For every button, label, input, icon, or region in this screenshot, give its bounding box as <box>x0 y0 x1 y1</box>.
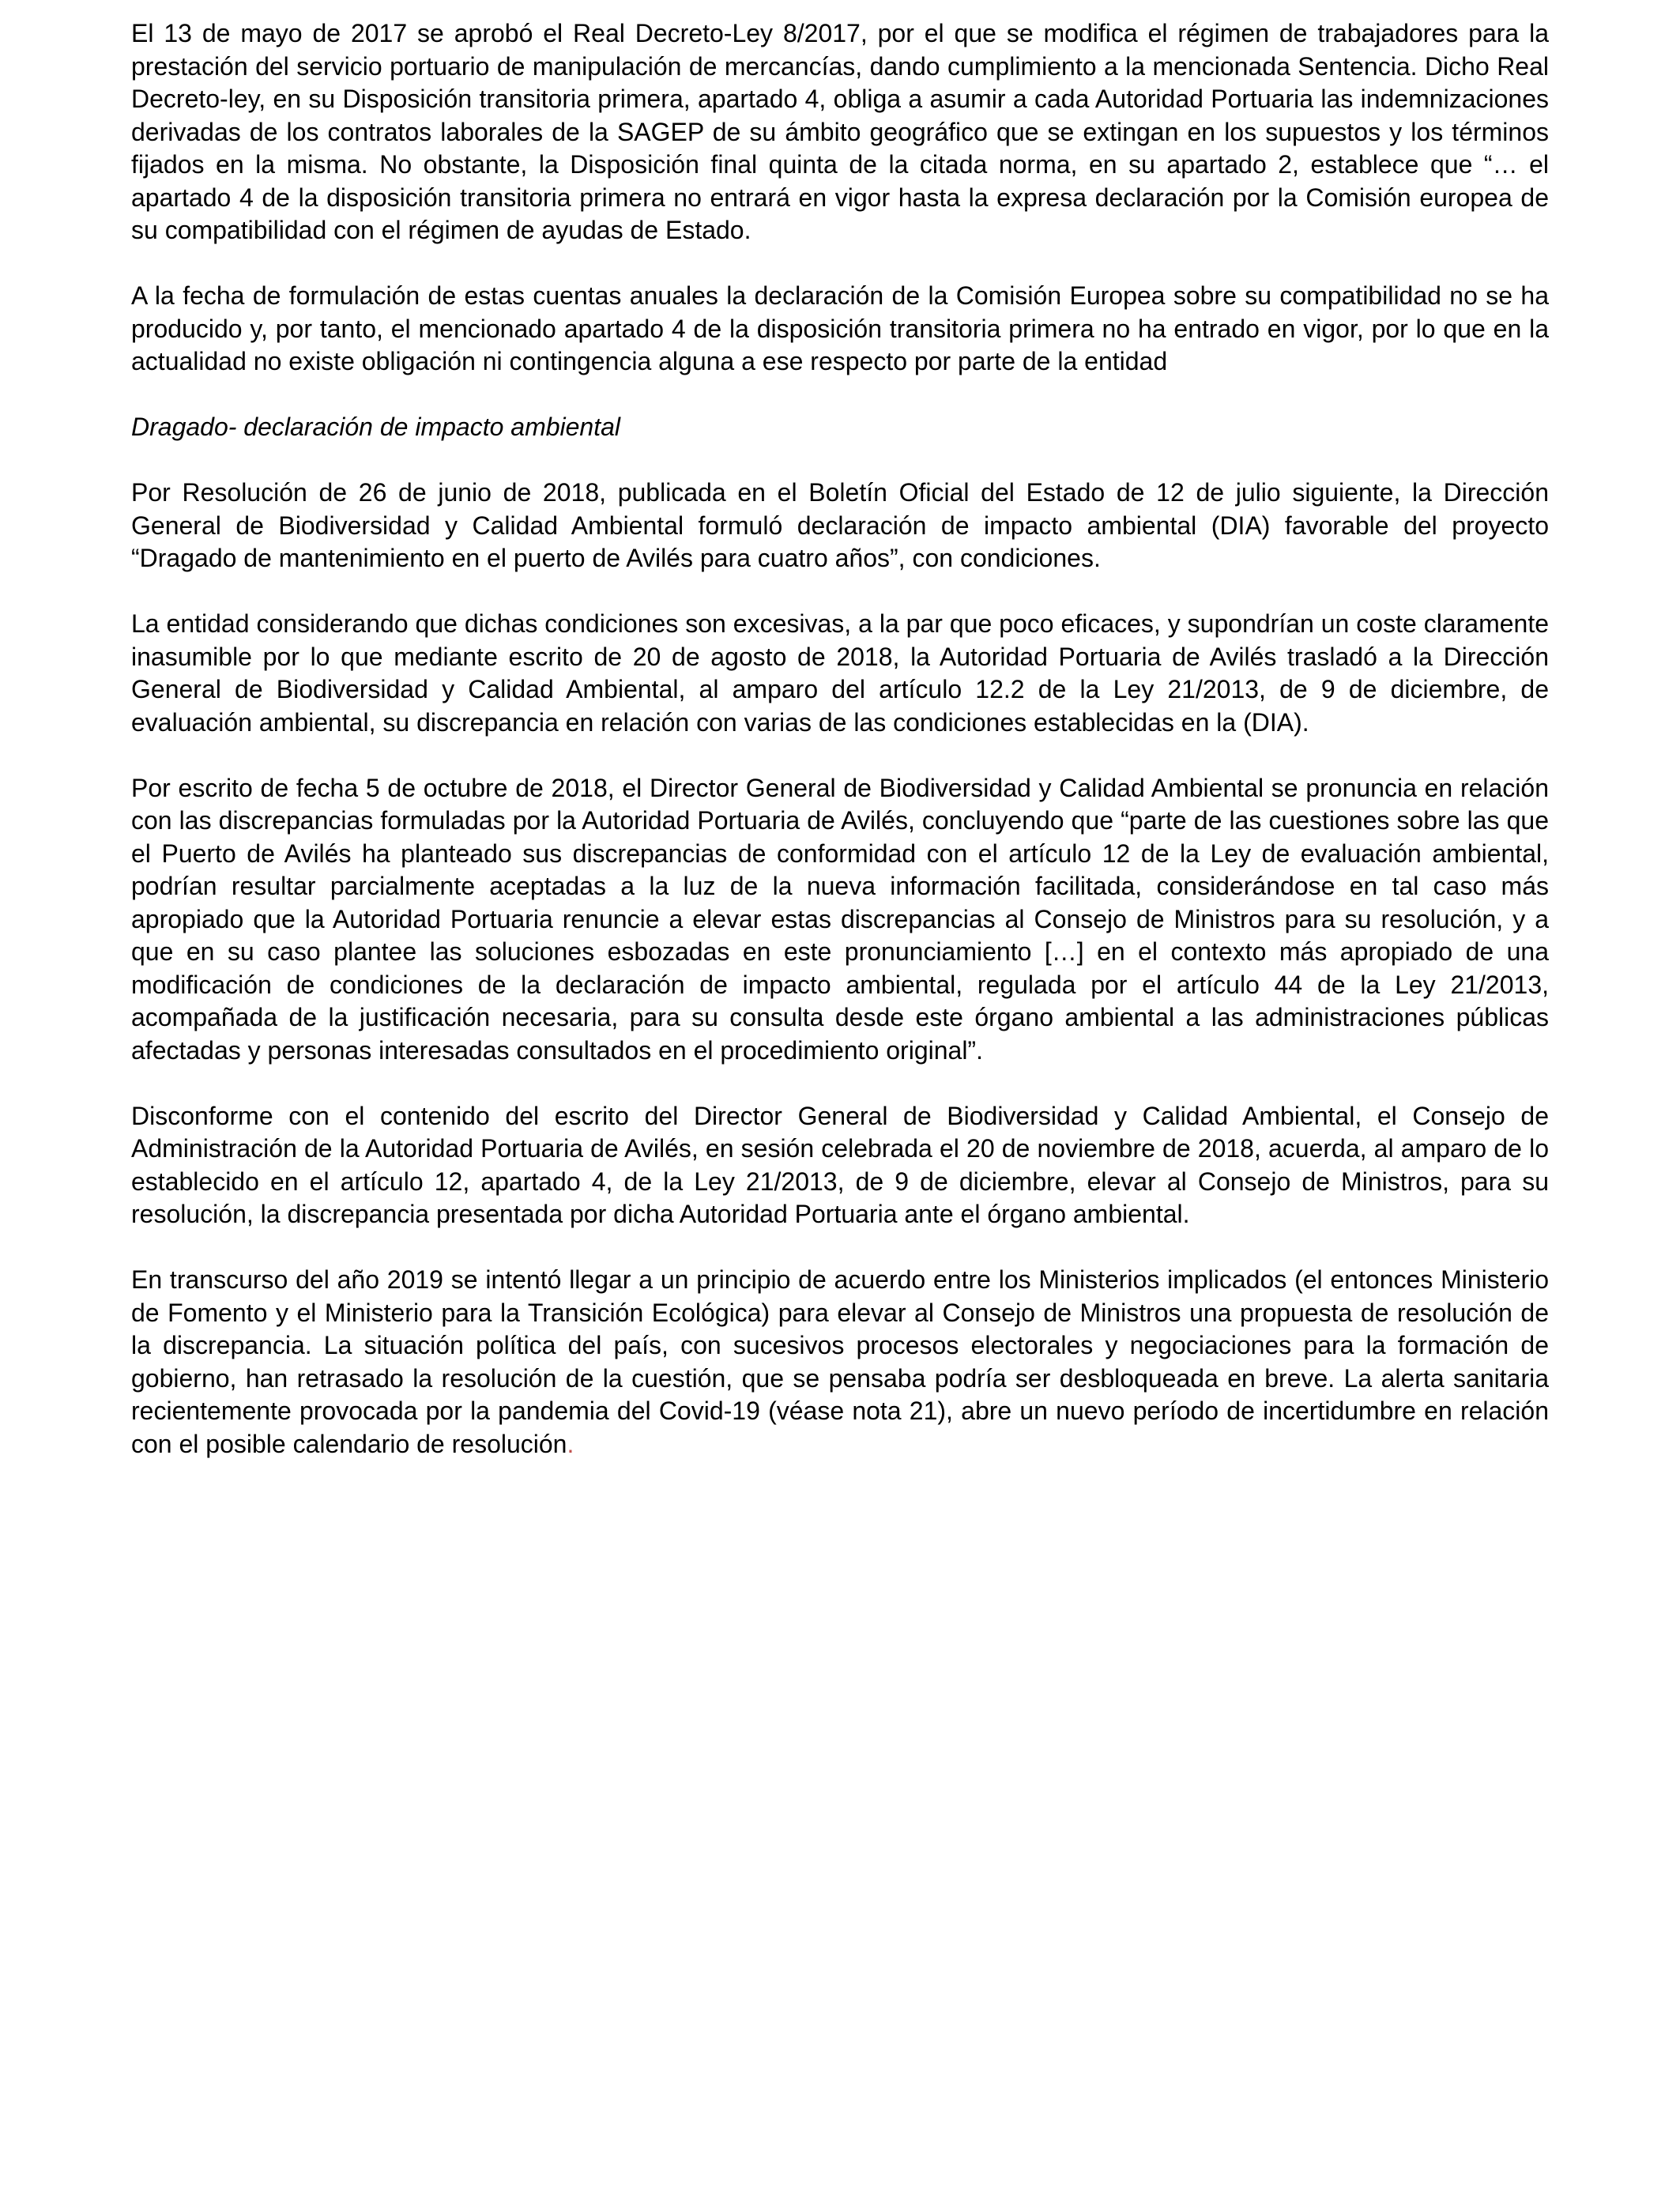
paragraph-2019-text: En transcurso del año 2019 se intentó llegar a un principio de acuerdo entre los Ministerios implicados (el entonces Ministerio de Fomento y el Ministerio para la Transición Ecológica) para elevar al Consejo de Ministros una propuesta de resolución de la discrepancia. La situación política del país, con sucesivos procesos electorales y negociaciones para la formación de gobierno, han retrasado la resolución de la cuestión, que se pensaba podría ser desbloqueada en breve. La alerta sanitaria recientemente provocada por la pandemia del Covid-19 (véase nota 21), abre un nuevo período de incertidumbre en relación con el posible calendario de resolución <box>131 1265 1549 1458</box>
paragraph-compatibilidad: A la fecha de formulación de estas cuentas anuales la declaración de la Comisión Europea sobre su compatibilidad no se ha producido y, por tanto, el mencionado apartado 4 de la disposición transitoria primera no ha entrado en vigor, por lo que en la actualidad no existe obligación ni contingencia alguna a ese respecto por parte de la entidad <box>131 281 1549 375</box>
paragraph-resolucion-dia: Por Resolución de 26 de junio de 2018, publicada en el Boletín Oficial del Estado de 12 de julio siguiente, la Dirección General de Biodiversidad y Calidad Ambiental formuló declaración de impacto ambiental (DIA) favorable del proyecto “Dragado de mantenimiento en el puerto de Avilés para cuatro años”, con condiciones. <box>131 478 1549 572</box>
paragraph-discrepancia: La entidad considerando que dichas condiciones son excesivas, a la par que poco eficaces, y supondrían un coste claramente inasumible por lo que mediante escrito de 20 de agosto de 2018, la Autoridad Portuaria de Avilés trasladó a la Dirección General de Biodiversidad y Calidad Ambiental, al amparo del artículo 12.2 de la Ley 21/2013, de 9 de diciembre, de evaluación ambiental, su discrepancia en relación con varias de las condiciones establecidas en la (DIA). <box>131 609 1549 737</box>
paragraph-consejo-administracion: Disconforme con el contenido del escrito del Director General de Biodiversidad y Calidad Ambiental, el Consejo de Administración de la Autoridad Portuaria de Avilés, en sesión celebrada el 20 de noviembre de 2018, acuerda, al amparo de lo establecido en el artículo 12, apartado 4, de la Ley 21/2013, de 9 de diciembre, elevar al Consejo de Ministros, para su resolución, la discrepancia presentada por dicha Autoridad Portuaria ante el órgano ambiental. <box>131 1101 1549 1228</box>
paragraph-director-general: Por escrito de fecha 5 de octubre de 2018, el Director General de Biodiversidad y Calidad Ambiental se pronuncia en relación con las discrepancias formuladas por la Autoridad Portuaria de Avilés, concluyendo que “parte de las cuestiones sobre las que el Puerto de Avilés ha planteado sus discrepancias de conformidad con el artículo 12 de la Ley de evaluación ambiental, podrían resultar parcialmente aceptadas a la luz de la nueva información facilitada, considerándose en tal caso más apropiado que la Autoridad Portuaria renuncie a elevar estas discrepancias al Consejo de Ministros para su resolución, y a que en su caso plantee las soluciones esbozadas en este pronunciamiento […] en el contexto más apropiado de una modificación de condiciones de la declaración de impacto ambiental, regulada por el artículo 44 de la Ley 21/2013, acompañada de la justificación necesaria, para su consulta desde este órgano ambiental a las administraciones públicas afectadas y personas interesadas consultados en el procedimiento original”. <box>131 773 1549 1065</box>
paragraph-2019-acuerdo <box>131 1264 1549 1461</box>
section-heading-dragado: Dragado- declaración de impacto ambiental <box>131 413 621 441</box>
document-page <box>131 17 1549 1494</box>
paragraph-end-period: . <box>567 1429 574 1458</box>
paragraph-real-decreto: El 13 de mayo de 2017 se aprobó el Real Decreto-Ley 8/2017, por el que se modifica el régimen de trabajadores para la prestación del servicio portuario de manipulación de mercancías, dando cumplimiento a la mencionada Sentencia. Dicho Real Decreto-ley, en su Disposición transitoria primera, apartado 4, obliga a asumir a cada Autoridad Portuaria las indemnizaciones derivadas de los contratos laborales de la SAGEP de su ámbito geográfico que se extingan en los supuestos y los términos fijados en la misma. No obstante, la Disposición final quinta de la citada norma, en su apartado 2, establece que “… el apartado 4 de la disposición transitoria primera no entrará en vigor hasta la expresa declaración por la Comisión europea de su compatibilidad con el régimen de ayudas de Estado. <box>131 19 1549 244</box>
